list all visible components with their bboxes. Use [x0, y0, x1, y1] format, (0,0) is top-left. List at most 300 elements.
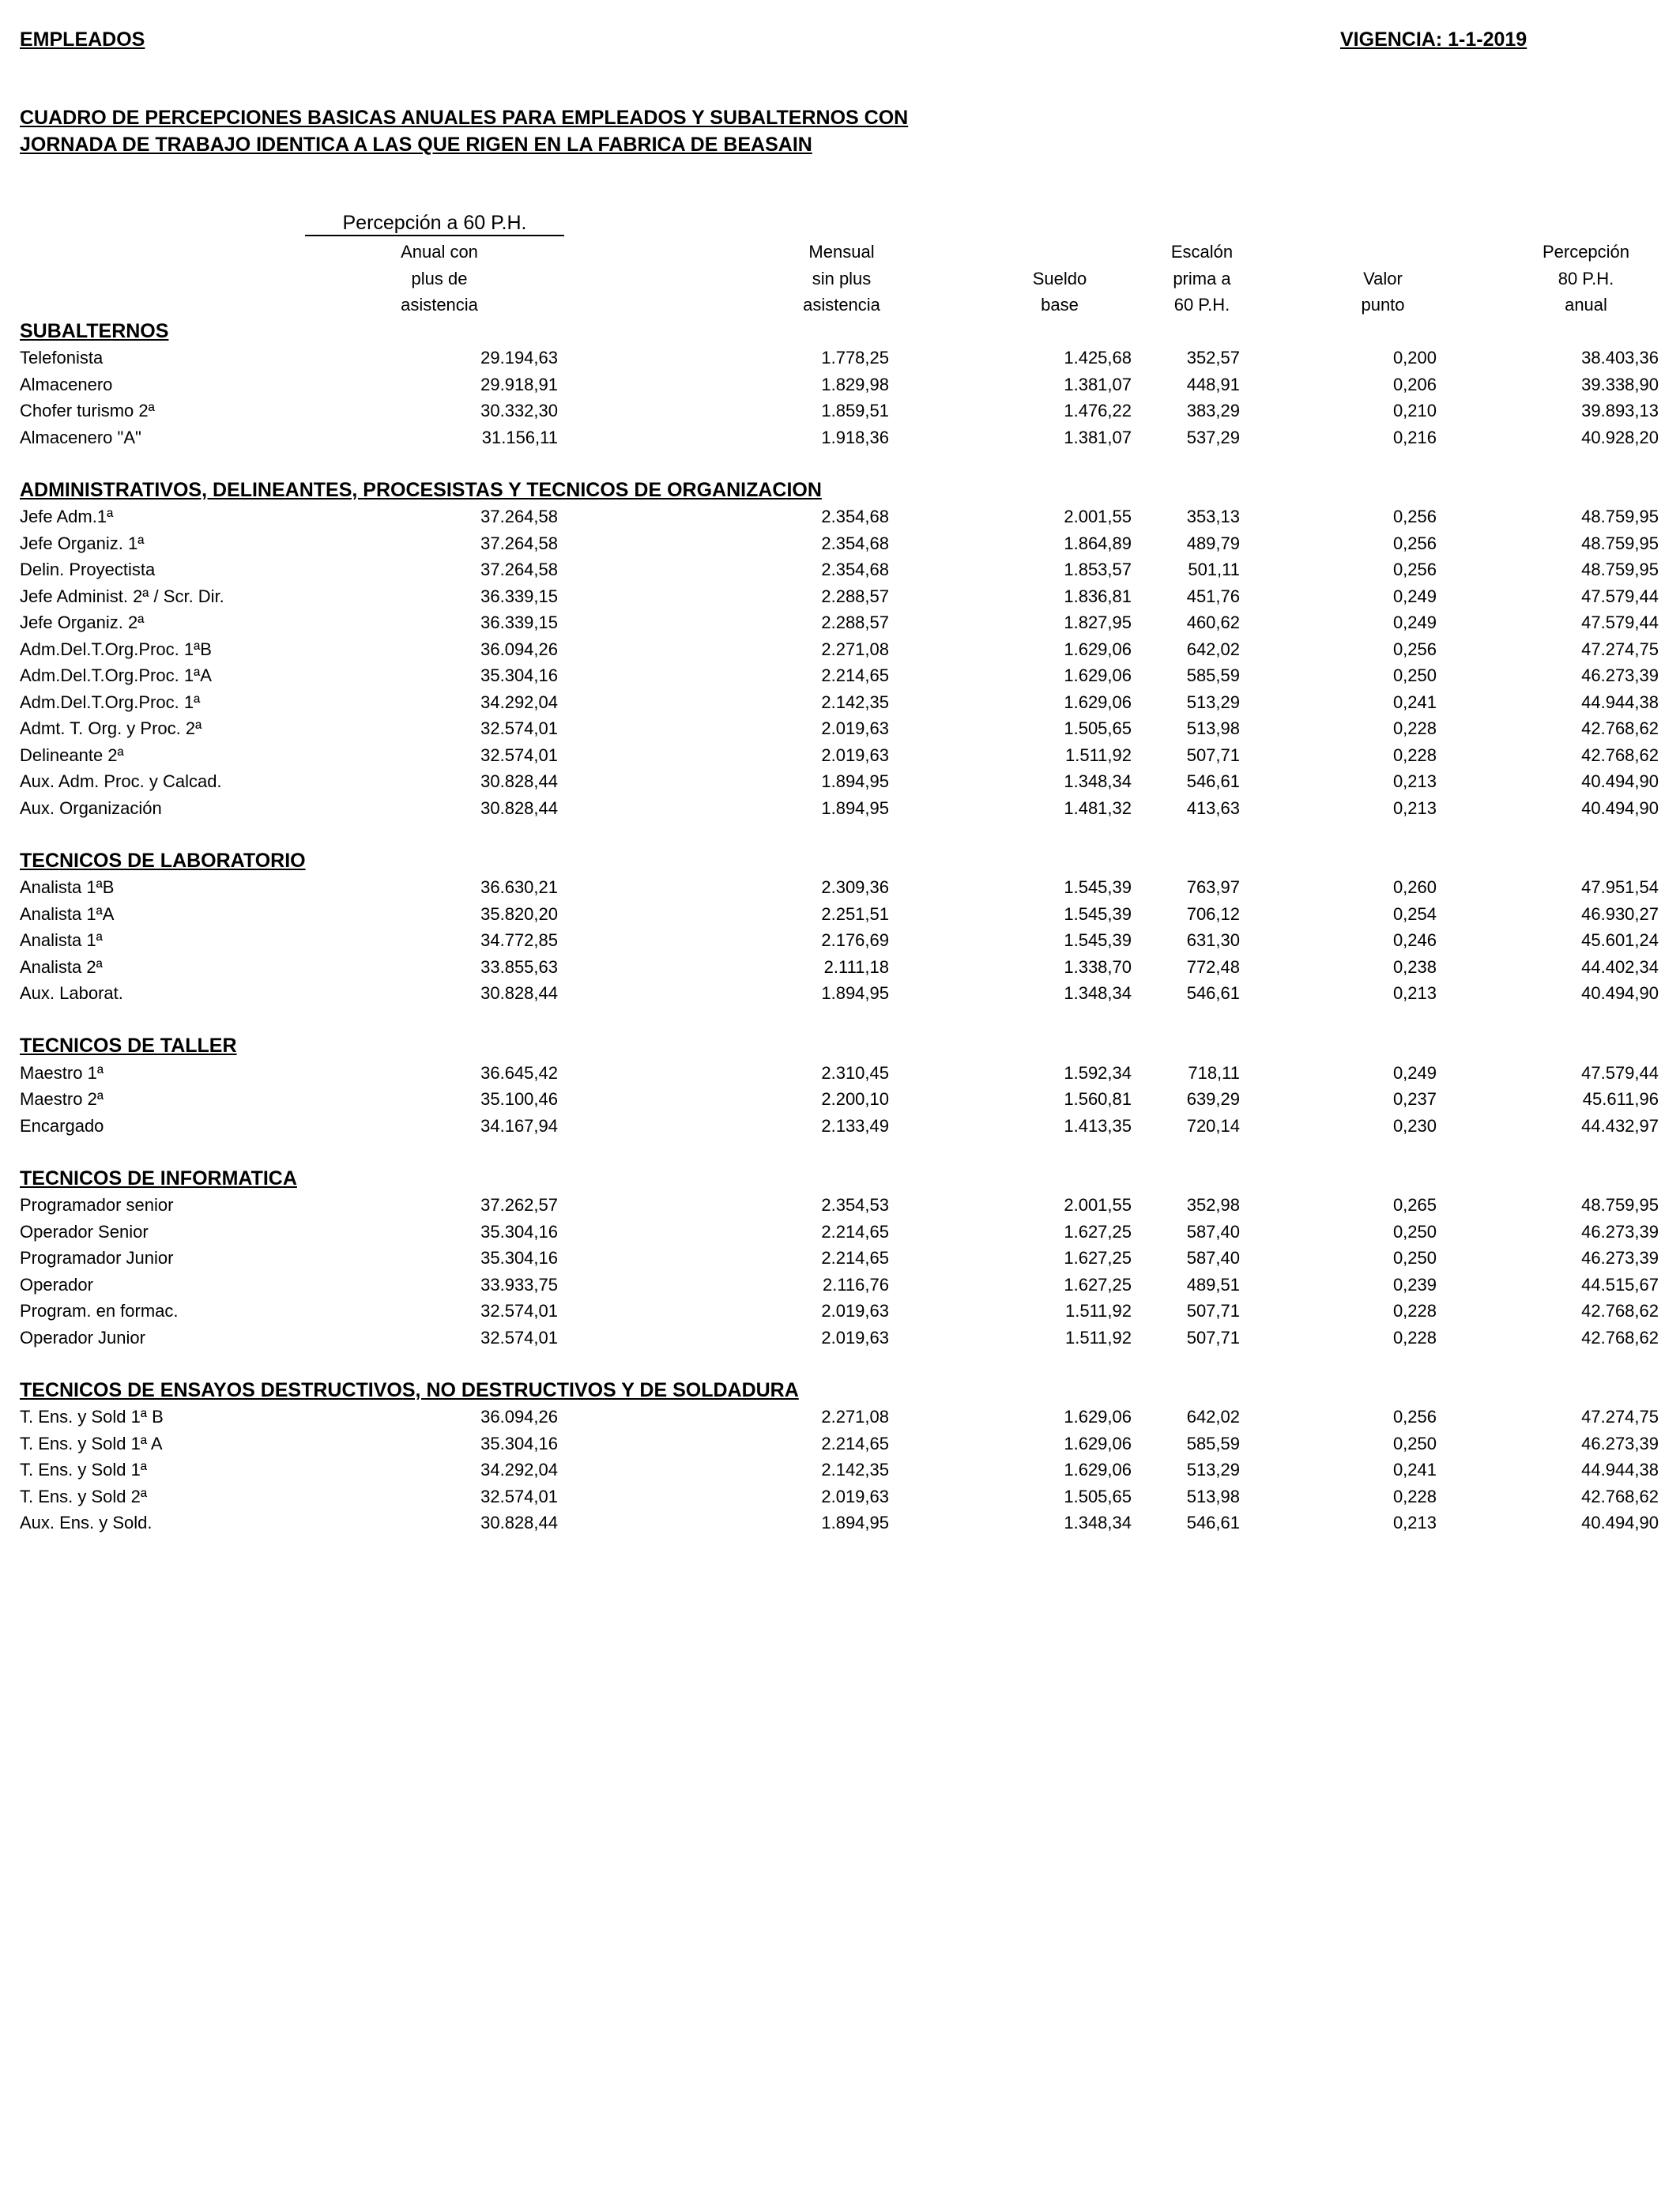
col-bonus-step-cell: 720,14	[1186, 1115, 1240, 1136]
col-annual-with-attendance-cell: 32.574,01	[480, 718, 558, 738]
col-annual-with-attendance-cell: 30.828,44	[480, 797, 558, 818]
col-point-value-cell: 0,213	[1392, 771, 1437, 791]
col-monthly-no-attendance-cell: 2.288,57	[821, 586, 889, 606]
table-row	[0, 1086, 1680, 1113]
column-header-line: 80 P.H.	[1558, 268, 1614, 288]
row-category: Maestro 1ª	[20, 1062, 104, 1083]
row-category: Delin. Proyectista	[20, 560, 156, 579]
col-base-salary-cell: 1.338,70	[1064, 956, 1132, 977]
col-annual-with-attendance-cell: 35.304,16	[480, 1221, 558, 1242]
col-bonus-step-cell: 513,29	[1186, 692, 1240, 712]
row-category: Jefe Adm.1ª	[20, 507, 114, 526]
column-header-line: Anual con	[401, 242, 478, 262]
col-monthly-no-attendance-cell: 1.894,95	[821, 797, 889, 818]
col-base-salary-cell: 2.001,55	[1064, 507, 1132, 526]
col-base-salary-cell: 1.629,06	[1064, 1433, 1132, 1453]
table-row	[0, 1325, 1680, 1351]
col-point-value-cell: 0,256	[1392, 507, 1437, 526]
col-base-salary-cell: 1.629,06	[1064, 665, 1132, 685]
col-base-salary-cell: 1.592,34	[1064, 1062, 1132, 1083]
col-annual-with-attendance-cell: 34.292,04	[480, 1460, 558, 1480]
col-monthly-no-attendance-cell: 1.859,51	[821, 401, 889, 420]
table-row	[0, 715, 1680, 742]
table-row	[0, 503, 1680, 530]
col-base-salary-cell: 1.545,39	[1064, 930, 1132, 950]
col-perception-80ph-header	[1467, 239, 1680, 319]
document-title-line-2: JORNADA DE TRABAJO IDENTICA A LAS QUE RIGEN EN LA FABRICA DE BEASAIN	[20, 134, 812, 156]
row-category: Aux. Organización	[20, 797, 162, 818]
col-monthly-no-attendance-cell: 2.271,08	[821, 639, 889, 659]
col-perception-80ph-cell: 38.403,36	[1581, 348, 1659, 368]
col-bonus-step-cell: 448,91	[1186, 374, 1240, 394]
col-annual-with-attendance-cell: 37.264,58	[480, 533, 558, 553]
col-base-salary-cell: 1.511,92	[1064, 1301, 1132, 1321]
row-category: Jefe Organiz. 1ª	[20, 533, 145, 553]
table-row	[0, 874, 1680, 901]
col-monthly-no-attendance-cell: 2.142,35	[821, 1460, 889, 1480]
col-perception-80ph-cell: 42.768,62	[1581, 1301, 1659, 1321]
col-bonus-step-cell: 501,11	[1188, 560, 1240, 579]
col-base-salary-cell: 1.853,57	[1064, 560, 1132, 579]
col-bonus-step-cell: 507,71	[1186, 1301, 1240, 1321]
col-base-salary-cell: 1.627,25	[1064, 1248, 1132, 1268]
table-row	[0, 901, 1680, 928]
col-perception-80ph-cell: 40.494,90	[1581, 771, 1659, 791]
column-header-line: asistencia	[803, 295, 880, 315]
col-bonus-step-cell: 507,71	[1186, 745, 1240, 765]
col-point-value-cell: 0,241	[1392, 1460, 1437, 1480]
col-base-salary-cell: 1.560,81	[1064, 1089, 1132, 1109]
col-bonus-step-cell: 706,12	[1186, 903, 1240, 924]
table-row	[0, 1113, 1680, 1140]
section-title: TECNICOS DE ENSAYOS DESTRUCTIVOS, NO DESTRUCTIVOS Y DE SOLDADURA	[20, 1378, 799, 1401]
table-row	[0, 1298, 1680, 1325]
col-base-salary-cell: 1.505,65	[1064, 1486, 1132, 1506]
col-base-salary-cell: 1.627,25	[1064, 1274, 1132, 1295]
col-point-value-cell: 0,228	[1392, 1486, 1437, 1506]
col-perception-80ph-cell: 48.759,95	[1581, 507, 1659, 526]
col-perception-80ph-cell: 48.759,95	[1581, 533, 1659, 553]
column-header-line: anual	[1565, 295, 1607, 315]
col-monthly-no-attendance-cell: 2.354,68	[821, 560, 889, 579]
col-bonus-step-cell: 489,51	[1186, 1274, 1240, 1295]
row-category: Aux. Adm. Proc. y Calcad.	[20, 771, 222, 791]
col-bonus-step-cell: 352,57	[1186, 348, 1240, 368]
row-category: Operador Senior	[20, 1221, 149, 1242]
row-category: T. Ens. y Sold 1ª A	[20, 1433, 163, 1453]
table-row	[0, 1192, 1680, 1219]
col-base-salary-cell: 1.381,07	[1064, 427, 1132, 447]
col-monthly-no-attendance-cell: 2.176,69	[821, 930, 889, 950]
col-perception-80ph-cell: 45.601,24	[1581, 930, 1659, 950]
row-category: Adm.Del.T.Org.Proc. 1ªB	[20, 639, 212, 659]
col-monthly-no-attendance-cell: 2.142,35	[821, 692, 889, 712]
col-bonus-step-cell: 639,29	[1186, 1089, 1240, 1109]
col-monthly-no-attendance-cell: 2.214,65	[821, 1433, 889, 1453]
col-perception-80ph-cell: 45.611,96	[1582, 1089, 1659, 1109]
col-perception-80ph-cell: 42.768,62	[1581, 1327, 1659, 1348]
col-point-value-cell: 0,200	[1392, 348, 1437, 368]
col-monthly-no-attendance-cell: 2.019,63	[821, 718, 889, 738]
col-monthly-no-attendance-cell: 2.354,68	[821, 533, 889, 553]
col-monthly-no-attendance-cell: 2.111,18	[823, 956, 889, 977]
column-header-line: plus de	[411, 268, 468, 288]
col-base-salary-cell: 1.476,22	[1064, 401, 1132, 420]
col-base-salary-cell: 1.511,92	[1064, 745, 1132, 765]
col-bonus-step-cell: 587,40	[1186, 1221, 1240, 1242]
col-perception-80ph-cell: 46.273,39	[1581, 1221, 1659, 1242]
row-category: Adm.Del.T.Org.Proc. 1ªA	[20, 665, 212, 685]
col-perception-80ph-cell: 44.944,38	[1581, 1460, 1659, 1480]
col-monthly-no-attendance-cell: 2.116,76	[822, 1274, 889, 1295]
col-bonus-step-cell: 631,30	[1186, 930, 1240, 950]
table-row	[0, 1060, 1680, 1087]
col-annual-with-attendance-cell: 30.828,44	[480, 771, 558, 791]
col-bonus-step-cell: 642,02	[1186, 1407, 1240, 1427]
col-point-value-cell: 0,239	[1392, 1274, 1437, 1295]
row-category: Analista 2ª	[20, 956, 103, 977]
col-base-salary-cell: 1.864,89	[1064, 533, 1132, 553]
table-row	[0, 1272, 1680, 1299]
col-annual-with-attendance-cell: 32.574,01	[480, 1301, 558, 1321]
col-base-salary-cell: 1.413,35	[1064, 1115, 1132, 1136]
row-category: Delineante 2ª	[20, 745, 124, 765]
col-bonus-step-cell: 451,76	[1186, 586, 1240, 606]
col-perception-80ph-cell: 47.951,54	[1581, 877, 1659, 897]
col-annual-with-attendance-cell: 35.820,20	[480, 903, 558, 924]
col-annual-with-attendance-cell: 36.630,21	[480, 877, 558, 897]
col-bonus-step-cell: 383,29	[1186, 401, 1240, 420]
col-point-value-cell: 0,249	[1392, 613, 1437, 632]
col-point-value-cell: 0,213	[1392, 797, 1437, 818]
col-annual-with-attendance-cell: 32.574,01	[480, 745, 558, 765]
col-perception-80ph-cell: 40.928,20	[1581, 427, 1659, 447]
col-base-salary-cell: 2.001,55	[1064, 1195, 1132, 1215]
col-base-salary-cell: 1.505,65	[1064, 718, 1132, 738]
col-point-value-cell: 0,228	[1392, 1327, 1437, 1348]
col-monthly-no-attendance-cell: 2.200,10	[821, 1089, 889, 1109]
row-category: Operador Junior	[20, 1327, 145, 1348]
col-annual-with-attendance-cell: 33.855,63	[480, 956, 558, 977]
col-perception-80ph-cell: 44.944,38	[1581, 692, 1659, 712]
col-base-salary-cell: 1.629,06	[1064, 1460, 1132, 1480]
col-annual-with-attendance-cell: 35.304,16	[480, 1433, 558, 1453]
table-row	[0, 768, 1680, 795]
col-perception-80ph-cell: 46.273,39	[1581, 1248, 1659, 1268]
table-row	[0, 345, 1680, 371]
col-perception-80ph-cell: 47.579,44	[1581, 613, 1659, 632]
col-annual-with-attendance-cell: 34.167,94	[480, 1115, 558, 1136]
col-perception-80ph-cell: 47.274,75	[1581, 639, 1659, 659]
col-bonus-step-cell: 763,97	[1186, 877, 1240, 897]
col-base-salary-cell: 1.425,68	[1064, 348, 1132, 368]
row-category: Telefonista	[20, 348, 104, 368]
document-title-line-1: CUADRO DE PERCEPCIONES BASICAS ANUALES PARA EMPLEADOS Y SUBALTERNOS CON	[20, 107, 909, 129]
table-row	[0, 556, 1680, 583]
col-monthly-no-attendance-cell: 1.918,36	[821, 427, 889, 447]
col-monthly-no-attendance-cell: 2.214,65	[821, 665, 889, 685]
col-base-salary-cell: 1.348,34	[1064, 771, 1132, 791]
col-bonus-step-cell: 352,98	[1186, 1195, 1240, 1215]
col-annual-with-attendance-cell: 30.332,30	[480, 401, 558, 420]
row-category: T. Ens. y Sold 1ª	[20, 1460, 147, 1480]
row-category: Almacenero "A"	[20, 427, 141, 447]
column-header-line: asistencia	[401, 295, 478, 315]
col-point-value-cell: 0,260	[1392, 877, 1437, 897]
col-base-salary-cell: 1.511,92	[1064, 1327, 1132, 1348]
col-annual-with-attendance-cell: 37.264,58	[480, 560, 558, 579]
row-category: Maestro 2ª	[20, 1089, 104, 1109]
col-bonus-step-cell: 513,29	[1186, 1460, 1240, 1480]
row-category: Analista 1ª	[20, 930, 103, 950]
col-perception-80ph-cell: 42.768,62	[1581, 745, 1659, 765]
table-row	[0, 1431, 1680, 1457]
col-monthly-no-attendance-cell: 2.019,63	[821, 745, 889, 765]
col-annual-with-attendance-cell: 36.645,42	[480, 1062, 558, 1083]
table-row	[0, 1483, 1680, 1510]
col-monthly-no-attendance-header	[723, 239, 960, 319]
column-header-line: punto	[1361, 295, 1405, 315]
col-point-value-cell: 0,250	[1392, 1433, 1437, 1453]
col-base-salary-cell: 1.836,81	[1064, 586, 1132, 606]
col-base-salary-cell: 1.827,95	[1064, 613, 1132, 632]
row-category: Programador Junior	[20, 1248, 174, 1268]
row-category: Adm.Del.T.Org.Proc. 1ª	[20, 692, 201, 712]
section-title: TECNICOS DE INFORMATICA	[20, 1167, 297, 1189]
col-annual-with-attendance-cell: 36.094,26	[480, 639, 558, 659]
col-point-value-cell: 0,237	[1392, 1089, 1437, 1109]
col-point-value-cell: 0,254	[1392, 903, 1437, 924]
col-perception-80ph-cell: 46.273,39	[1581, 1433, 1659, 1453]
row-category: Jefe Administ. 2ª / Scr. Dir.	[20, 586, 224, 606]
row-category: Aux. Ens. y Sold.	[20, 1513, 153, 1532]
col-annual-with-attendance-cell: 37.264,58	[480, 507, 558, 526]
table-row	[0, 1510, 1680, 1536]
col-perception-80ph-cell: 47.579,44	[1581, 586, 1659, 606]
col-perception-80ph-cell: 42.768,62	[1581, 718, 1659, 738]
col-perception-80ph-cell: 46.930,27	[1581, 903, 1659, 924]
row-category: Analista 1ªA	[20, 903, 115, 924]
table-row	[0, 424, 1680, 451]
col-annual-with-attendance-cell: 29.194,63	[480, 348, 558, 368]
col-base-salary-cell: 1.629,06	[1064, 692, 1132, 712]
col-perception-80ph-cell: 42.768,62	[1581, 1486, 1659, 1506]
table-row	[0, 1404, 1680, 1431]
col-point-value-cell: 0,256	[1392, 533, 1437, 553]
col-annual-with-attendance-cell: 34.292,04	[480, 692, 558, 712]
column-header-line: base	[1041, 295, 1079, 315]
col-point-value-cell: 0,265	[1392, 1195, 1437, 1215]
col-annual-with-attendance-cell: 36.094,26	[480, 1407, 558, 1427]
col-monthly-no-attendance-cell: 1.894,95	[821, 771, 889, 791]
col-perception-80ph-cell: 46.273,39	[1581, 665, 1659, 685]
col-annual-with-attendance-cell: 37.262,57	[480, 1195, 558, 1215]
col-point-value-cell: 0,246	[1392, 930, 1437, 950]
col-perception-80ph-cell: 47.274,75	[1581, 1407, 1659, 1427]
col-annual-with-attendance-header	[321, 239, 558, 319]
col-bonus-step-cell: 537,29	[1186, 427, 1240, 447]
col-perception-80ph-cell: 44.402,34	[1581, 956, 1659, 977]
col-bonus-step-cell: 546,61	[1186, 1513, 1240, 1532]
column-group-label: Percepción a 60 P.H.	[342, 212, 527, 234]
row-category: Chofer turismo 2ª	[20, 401, 155, 420]
column-header-line: Escalón	[1170, 242, 1234, 262]
col-monthly-no-attendance-cell: 1.894,95	[821, 1513, 889, 1532]
section-title: ADMINISTRATIVOS, DELINEANTES, PROCESISTAS Y TECNICOS DE ORGANIZACION	[20, 478, 822, 501]
col-point-value-cell: 0,250	[1392, 1221, 1437, 1242]
col-point-value-cell: 0,250	[1392, 1248, 1437, 1268]
column-group-underline	[305, 235, 564, 236]
col-annual-with-attendance-cell: 34.772,85	[480, 930, 558, 950]
col-monthly-no-attendance-cell: 1.778,25	[821, 348, 889, 368]
table-row	[0, 609, 1680, 636]
table-row	[0, 636, 1680, 663]
col-point-value-cell: 0,228	[1392, 745, 1437, 765]
col-annual-with-attendance-cell: 31.156,11	[481, 427, 558, 447]
column-header-line: Sueldo	[1032, 268, 1087, 288]
col-bonus-step-cell: 772,48	[1186, 956, 1240, 977]
col-monthly-no-attendance-cell: 2.288,57	[821, 613, 889, 632]
col-bonus-step-cell: 460,62	[1186, 613, 1240, 632]
col-perception-80ph-cell: 40.494,90	[1581, 1513, 1659, 1532]
col-perception-80ph-cell: 47.579,44	[1581, 1062, 1659, 1083]
col-base-salary-cell: 1.481,32	[1064, 797, 1132, 818]
col-point-value-cell: 0,256	[1392, 1407, 1437, 1427]
col-point-value-cell: 0,249	[1392, 1062, 1437, 1083]
col-annual-with-attendance-cell: 29.918,91	[480, 374, 558, 394]
col-annual-with-attendance-cell: 36.339,15	[480, 586, 558, 606]
col-bonus-step-cell: 507,71	[1186, 1327, 1240, 1348]
header-employees: EMPLEADOS	[20, 28, 145, 51]
col-bonus-step-cell: 642,02	[1186, 639, 1240, 659]
col-monthly-no-attendance-cell: 2.354,53	[821, 1195, 889, 1215]
row-category: T. Ens. y Sold 1ª B	[20, 1407, 164, 1427]
col-annual-with-attendance-cell: 32.574,01	[480, 1327, 558, 1348]
col-bonus-step-cell: 585,59	[1186, 1433, 1240, 1453]
column-header-line: prima a	[1173, 268, 1231, 288]
col-point-value-cell: 0,210	[1392, 401, 1437, 420]
col-base-salary-cell: 1.629,06	[1064, 1407, 1132, 1427]
col-base-salary-cell: 1.348,34	[1064, 983, 1132, 1003]
col-perception-80ph-cell: 40.494,90	[1581, 797, 1659, 818]
table-row	[0, 371, 1680, 398]
col-monthly-no-attendance-cell: 2.310,45	[821, 1062, 889, 1083]
col-annual-with-attendance-cell: 35.304,16	[480, 665, 558, 685]
col-base-salary-cell: 1.381,07	[1064, 374, 1132, 394]
col-annual-with-attendance-cell: 33.933,75	[480, 1274, 558, 1295]
header-validity-date: VIGENCIA: 1-1-2019	[1340, 28, 1527, 51]
row-category: Aux. Laborat.	[20, 983, 123, 1003]
row-category: Admt. T. Org. y Proc. 2ª	[20, 718, 202, 738]
col-perception-80ph-cell: 44.432,97	[1581, 1115, 1659, 1136]
table-row	[0, 583, 1680, 610]
col-perception-80ph-cell: 48.759,95	[1581, 560, 1659, 579]
row-category: Program. en formac.	[20, 1301, 179, 1321]
col-monthly-no-attendance-cell: 2.309,36	[821, 877, 889, 897]
col-bonus-step-cell: 546,61	[1186, 771, 1240, 791]
col-bonus-step-cell: 546,61	[1186, 983, 1240, 1003]
col-bonus-step-cell: 413,63	[1186, 797, 1240, 818]
table-row	[0, 398, 1680, 424]
col-perception-80ph-cell: 44.515,67	[1581, 1274, 1659, 1295]
col-point-value-cell: 0,230	[1392, 1115, 1437, 1136]
col-monthly-no-attendance-cell: 1.894,95	[821, 983, 889, 1003]
col-point-value-cell: 0,228	[1392, 718, 1437, 738]
col-monthly-no-attendance-cell: 2.019,63	[821, 1486, 889, 1506]
col-bonus-step-cell: 718,11	[1188, 1062, 1240, 1083]
col-annual-with-attendance-cell: 36.339,15	[480, 613, 558, 632]
col-point-value-cell: 0,216	[1392, 427, 1437, 447]
col-perception-80ph-cell: 48.759,95	[1581, 1195, 1659, 1215]
col-base-salary-cell: 1.545,39	[1064, 877, 1132, 897]
table-row	[0, 530, 1680, 557]
col-bonus-step-cell: 513,98	[1186, 1486, 1240, 1506]
row-category: Encargado	[20, 1115, 104, 1136]
section-title: TECNICOS DE LABORATORIO	[20, 849, 306, 872]
col-bonus-step-cell: 353,13	[1186, 507, 1240, 526]
col-bonus-step-cell: 489,79	[1186, 533, 1240, 553]
col-monthly-no-attendance-cell: 1.829,98	[821, 374, 889, 394]
row-category: Programador senior	[20, 1195, 174, 1215]
col-base-salary-cell: 1.627,25	[1064, 1221, 1132, 1242]
row-category: Almacenero	[20, 374, 113, 394]
table-row	[0, 689, 1680, 716]
col-monthly-no-attendance-cell: 2.019,63	[821, 1301, 889, 1321]
column-header-line: Mensual	[808, 242, 875, 262]
col-monthly-no-attendance-cell: 2.251,51	[821, 903, 889, 924]
col-monthly-no-attendance-cell: 2.019,63	[821, 1327, 889, 1348]
col-annual-with-attendance-cell: 30.828,44	[480, 983, 558, 1003]
col-bonus-step-cell: 587,40	[1186, 1248, 1240, 1268]
col-base-salary-cell: 1.629,06	[1064, 639, 1132, 659]
col-annual-with-attendance-cell: 35.100,46	[480, 1089, 558, 1109]
row-category: Analista 1ªB	[20, 877, 115, 897]
table-row	[0, 1457, 1680, 1483]
col-base-salary-cell: 1.545,39	[1064, 903, 1132, 924]
col-monthly-no-attendance-cell: 2.354,68	[821, 507, 889, 526]
col-perception-80ph-cell: 39.893,13	[1581, 401, 1659, 420]
col-point-value-cell: 0,238	[1392, 956, 1437, 977]
table-row	[0, 954, 1680, 981]
col-annual-with-attendance-cell: 32.574,01	[480, 1486, 558, 1506]
col-point-value-cell: 0,213	[1392, 983, 1437, 1003]
column-header-line: sin plus	[812, 268, 872, 288]
table-row	[0, 662, 1680, 689]
section-title: TECNICOS DE TALLER	[20, 1035, 237, 1057]
col-perception-80ph-cell: 40.494,90	[1581, 983, 1659, 1003]
col-annual-with-attendance-cell: 30.828,44	[480, 1513, 558, 1532]
table-row	[0, 742, 1680, 769]
col-monthly-no-attendance-cell: 2.271,08	[821, 1407, 889, 1427]
column-header-line: 60 P.H.	[1173, 295, 1230, 315]
column-header-line: Valor	[1363, 268, 1403, 288]
col-point-value-header	[1264, 266, 1501, 319]
col-monthly-no-attendance-cell: 2.214,65	[821, 1221, 889, 1242]
col-point-value-cell: 0,256	[1392, 560, 1437, 579]
col-annual-with-attendance-cell: 35.304,16	[480, 1248, 558, 1268]
col-bonus-step-cell: 513,98	[1186, 718, 1240, 738]
col-point-value-cell: 0,206	[1392, 374, 1437, 394]
row-category: Operador	[20, 1274, 93, 1295]
col-point-value-cell: 0,213	[1392, 1513, 1437, 1532]
col-point-value-cell: 0,228	[1392, 1301, 1437, 1321]
table-row	[0, 1245, 1680, 1272]
section-title: SUBALTERNOS	[20, 319, 169, 342]
column-header-line: Percepción	[1542, 242, 1630, 262]
table-row	[0, 980, 1680, 1007]
col-point-value-cell: 0,256	[1392, 639, 1437, 659]
col-bonus-step-cell: 585,59	[1186, 665, 1240, 685]
